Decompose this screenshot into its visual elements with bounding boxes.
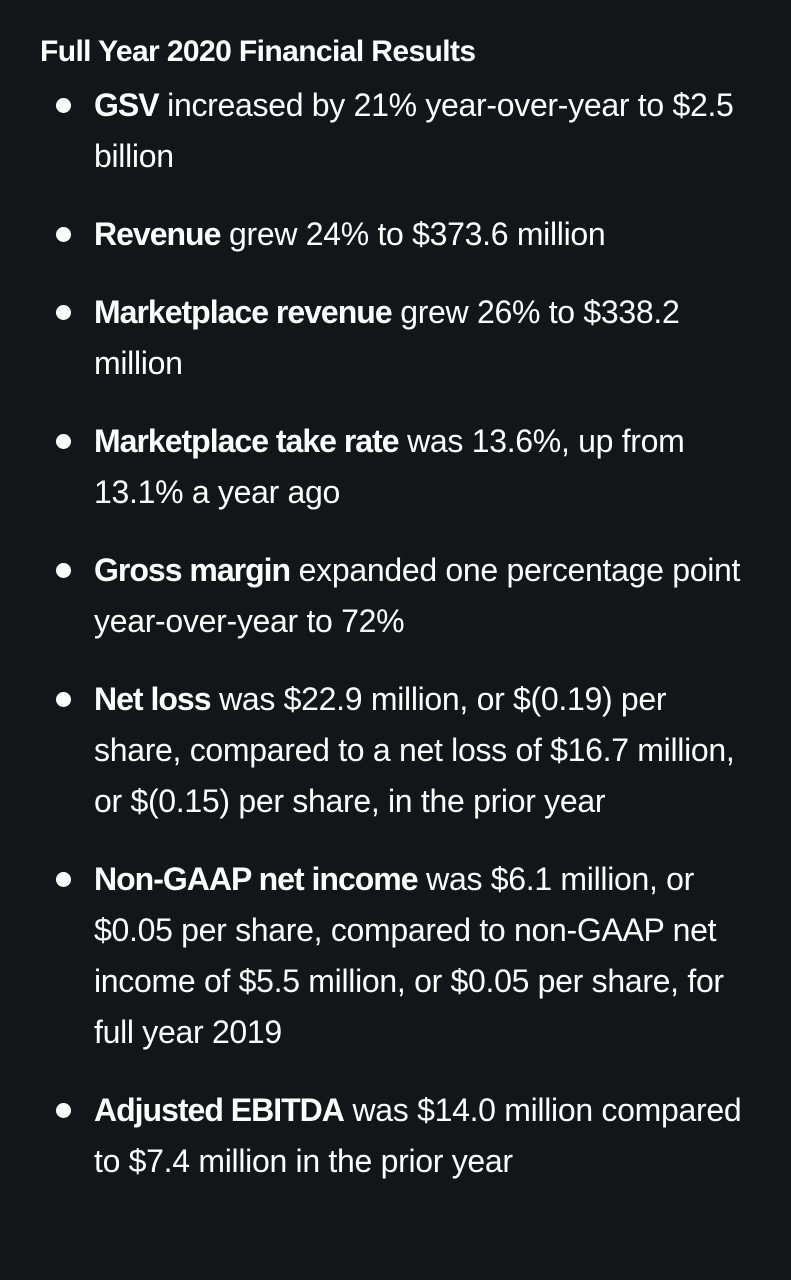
bullet-icon: [56, 563, 71, 578]
list-item-adjusted-ebitda: [40, 1085, 751, 1187]
list-item-non-gaap-net-income: [40, 854, 751, 1058]
bullet-text: increased by 21% year-over-year to $2.5 billion: [94, 87, 734, 174]
bullet-term: Adjusted EBITDA: [94, 1092, 344, 1128]
bullet-icon: [56, 98, 71, 113]
bullet-text: grew 24% to $373.6 million: [220, 216, 606, 252]
bullet-term: Gross margin: [94, 552, 291, 588]
bullet-text: was $14.0 million compared to $7.4 million in the prior year: [94, 1092, 742, 1179]
list-item-revenue: [40, 209, 751, 260]
results-list: [40, 80, 751, 1187]
bullet-term: Marketplace revenue: [94, 294, 392, 330]
bullet-term: GSV: [94, 87, 159, 123]
bullet-text: was 13.6%, up from 13.1% a year ago: [94, 423, 685, 510]
bullet-icon: [56, 1103, 71, 1118]
bullet-text: grew 26% to $338.2 million: [94, 294, 680, 381]
bullet-icon: [56, 227, 71, 242]
bullet-icon: [56, 305, 71, 320]
bullet-icon: [56, 434, 71, 449]
bullet-term: Non-GAAP net income: [94, 861, 418, 897]
list-item-gross-margin: [40, 545, 751, 647]
bullet-text: was $6.1 million, or $0.05 per share, compared to non-GAAP net income of $5.5 million, or $0.05 per share, for full year 2019: [94, 861, 724, 1050]
bullet-icon: [56, 692, 71, 707]
bullet-term: Marketplace take rate: [94, 423, 399, 459]
list-item-take-rate: [40, 416, 751, 518]
section-heading: Full Year 2020 Financial Results: [40, 35, 476, 68]
bullet-term: Revenue: [94, 216, 221, 252]
list-item-marketplace-revenue: [40, 287, 751, 389]
bullet-text: expanded one percentage point year-over-year to 72%: [94, 552, 741, 639]
bullet-text: was $22.9 million, or $(0.19) per share, compared to a net loss of $16.7 million, or $(0.15) per share, in the prior year: [94, 681, 735, 819]
bullet-icon: [56, 872, 71, 887]
list-item-net-loss: [40, 674, 751, 827]
bullet-term: Net loss: [94, 681, 211, 717]
list-item-gsv: [40, 80, 751, 182]
